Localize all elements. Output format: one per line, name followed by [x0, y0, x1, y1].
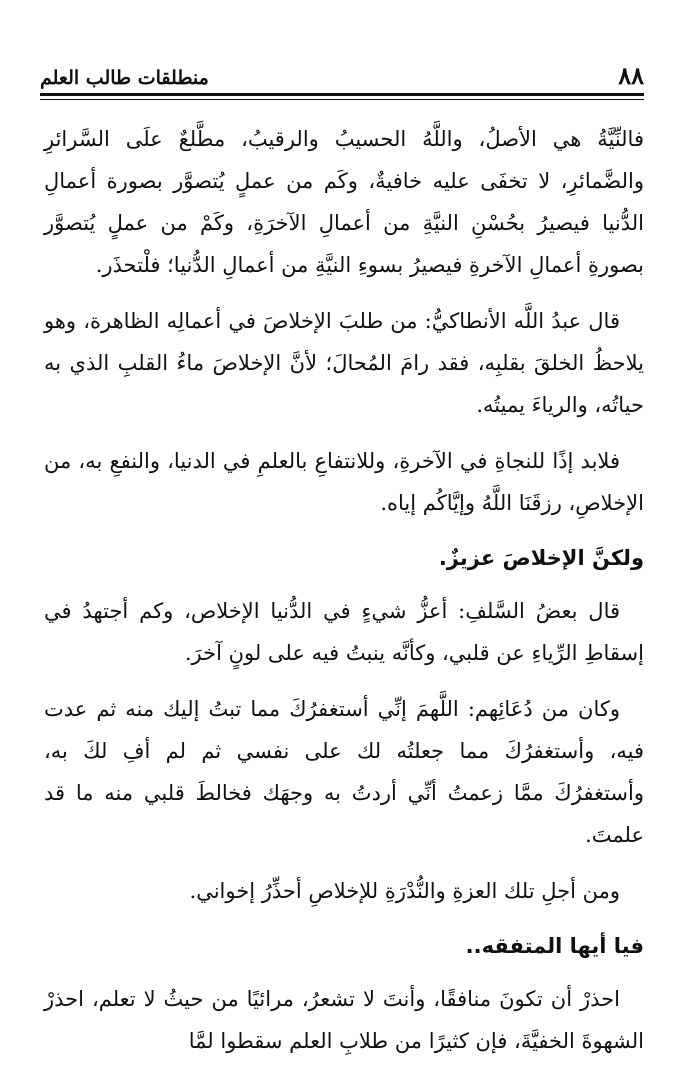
page-number: ٨٨: [618, 61, 644, 90]
paragraph: ومن أجلِ تلك العزةِ والنُّدْرَةِ للإخلاصِ أحذِّرُ إخواني.: [189, 879, 620, 903]
paragraph: فالنِّيَّةُ هي الأصلُ، واللَّهُ الحسيبُ والرقيبُ، مطَّلعٌ علَى السَّرائرِ والضَّمائرِ، لا تخفَى عليه خافيةٌ، وكَم من عملٍ يُتصوَّر بصورة أعمالِ الدُّنيا فيصيرُ بحُسْنِ النيَّةِ من أعمالِ الآخرَةِ، وكَمْ من عملٍ يُتصوَّر بصورةِ أعمالِ الآخرةِ فيصيرُ بسوءِ النيَّةِ من أعمالِ الدُّنيا؛ فلْتحذَر.: [44, 127, 644, 277]
paragraph: قال عبدُ اللَّه الأنطاكيُّ: من طلبَ الإخلاصَ في أعمالِه الظاهرة، وهو يلاحظُ الخلقَ بقلبِه، فقد رامَ المُحالَ؛ لأنَّ الإخلاصَ ماءُ القلبِ الذي به حياتُه، والرياءَ يميتُه.: [44, 309, 644, 417]
section-heading: ولكنَّ الإخلاصَ عزيزٌ.: [438, 546, 644, 570]
paragraph: قال بعضُ السَّلفِ: أعزُّ شيءٍ في الدُّنيا الإخلاص، وكم أجتهدُ في إسقاطِ الرِّياءِ عن قلبي، وكأنَّه ينبتُ فيه على لونٍ آخرَ.: [44, 599, 644, 665]
paragraph: فلابد إذًا للنجاةِ في الآخرةِ، وللانتفاعِ بالعلمِ في الدنيا، والنفعِ به، من الإخلاصِ، رزقَنَا اللَّهُ وإيَّاكُم إياه.: [44, 449, 644, 515]
page-header: [40, 52, 644, 88]
running-title: منطلقات طالب العلم: [40, 67, 209, 89]
header-rule-thin: [40, 99, 644, 100]
paragraph: احذرْ أن تكونَ منافقًا، وأنتَ لا تشعرُ، مرائيًا من حيثُ لا تعلم، احذرْ الشهوةَ الخفيَّةَ، فإن كثيرًا من طلابِ العلم سقطوا لمَّا: [44, 987, 644, 1053]
section-heading: فيا أيها المتفقه..: [465, 934, 644, 958]
header-rule-thick: [40, 93, 644, 96]
paragraph: وكان من دُعَائِهم: اللَّهمَ إنِّي أستغفرُكَ مما تبتُ إليك منه ثم عدت فيه، وأستغفرُكَ مما جعلتُه لك على نفسي ثم لم أفِ لكَ به، وأستغفرُكَ ممَّا زعمتُ أنِّي أردتُ به وجهَك فخالطَ قلبي منه ما قد علمتَ.: [44, 697, 644, 847]
page-body: [44, 118, 644, 1062]
